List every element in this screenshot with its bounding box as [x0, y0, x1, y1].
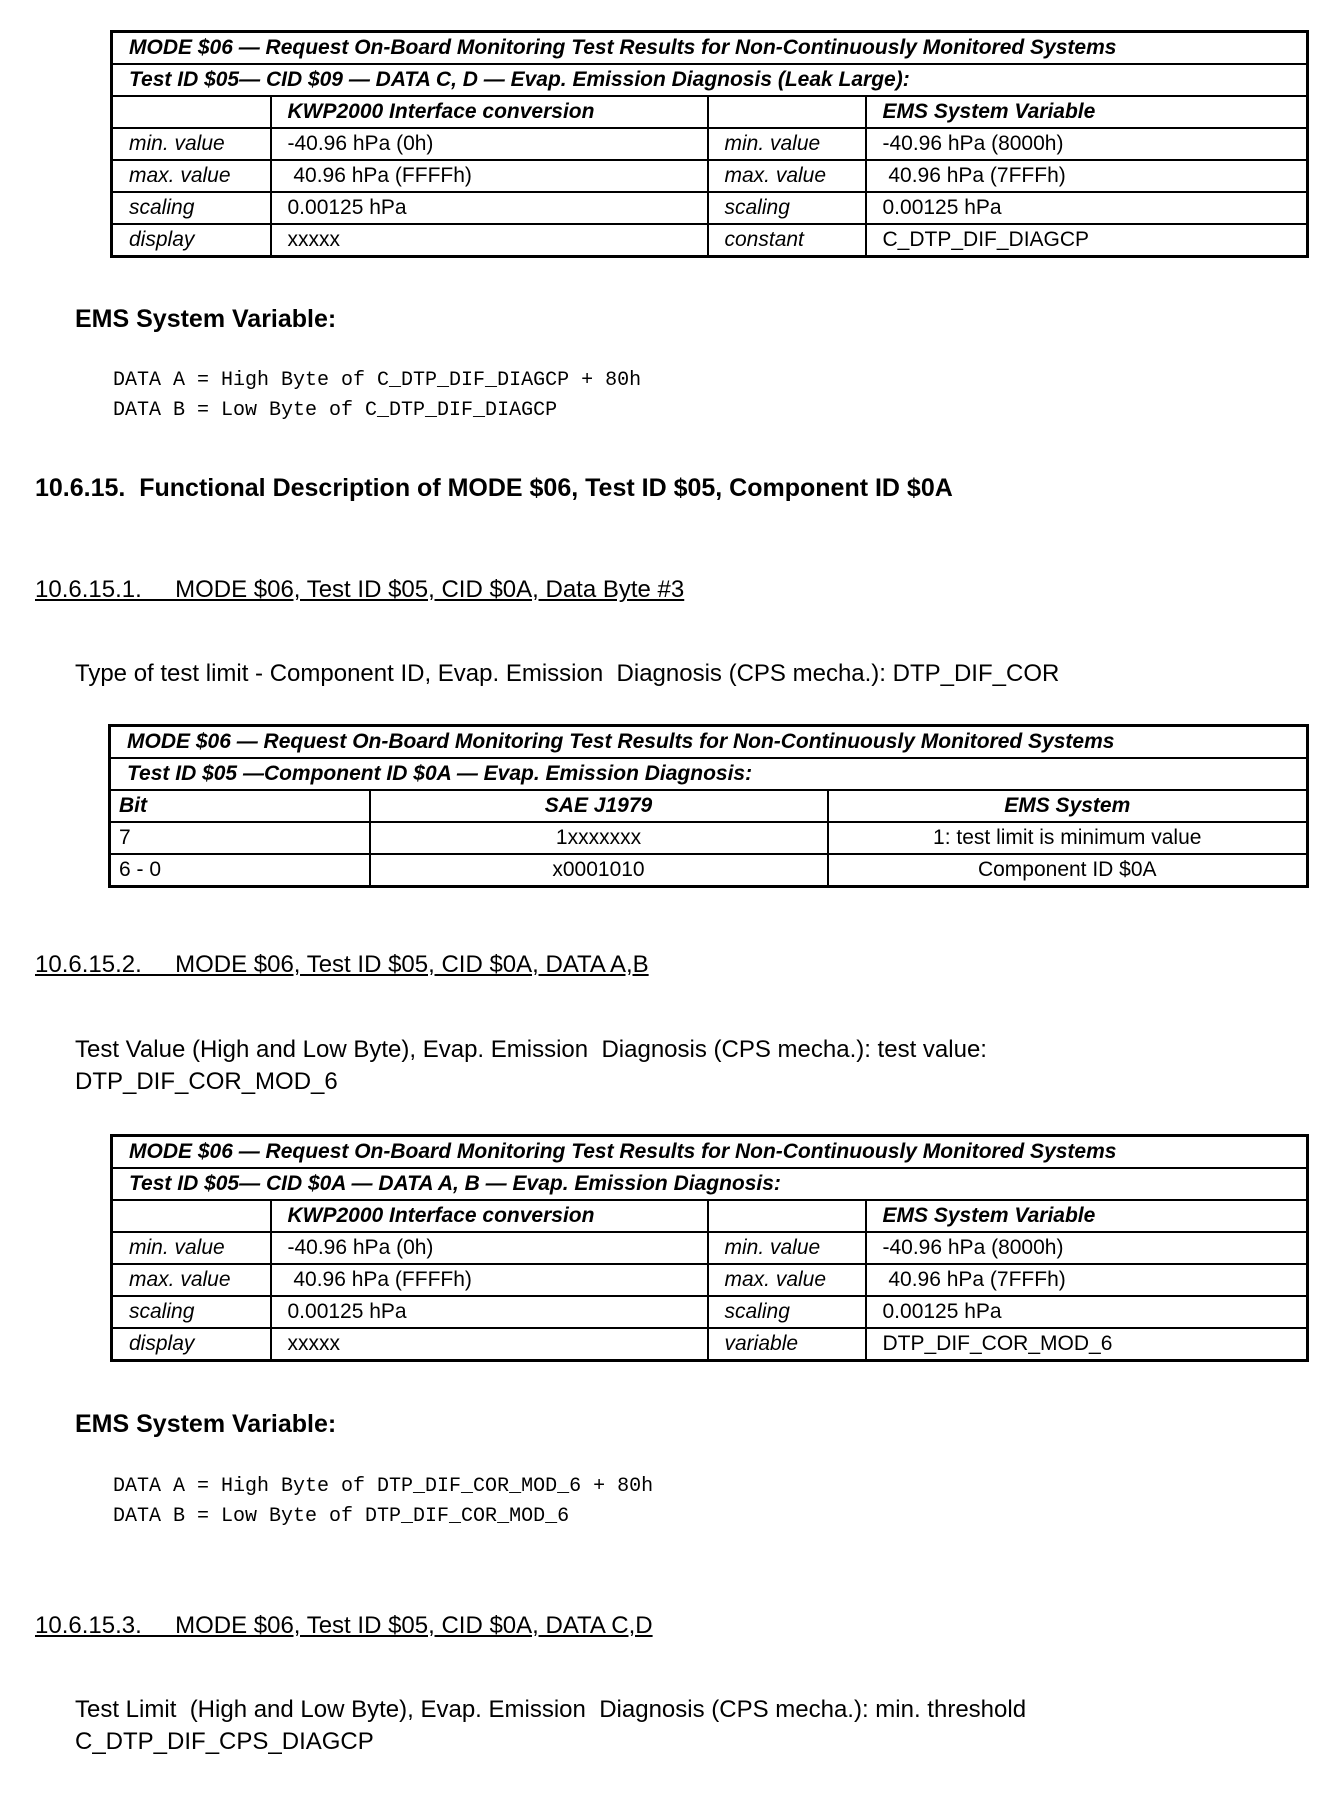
spec-table-cid-0a: [110, 1134, 1309, 1362]
row-value: -40.96 hPa (0h): [271, 1232, 708, 1264]
table-subtitle: Test ID $05— CID $0A — DATA A, B — Evap. Emission Diagnosis:: [112, 1168, 1308, 1200]
row-value: -40.96 hPa (0h): [271, 128, 708, 160]
ems-cell: 1: test limit is minimum value: [828, 822, 1308, 854]
sae-cell: 1xxxxxxx: [370, 822, 828, 854]
row-label: min. value: [112, 128, 271, 160]
row-label: scaling: [708, 192, 866, 224]
row-label: max. value: [708, 1264, 866, 1296]
code-line: DATA B = Low Byte of DTP_DIF_COR_MOD_6: [113, 1505, 570, 1528]
row-value: 40.96 hPa (7FFFh): [866, 160, 1308, 192]
table-cell: [708, 1200, 866, 1232]
table-row: [112, 224, 1308, 257]
column-header: EMS System: [828, 790, 1308, 822]
row-value: C_DTP_DIF_DIAGCP: [866, 224, 1308, 257]
row-label: constant: [708, 224, 866, 257]
row-value: 40.96 hPa (FFFFh): [271, 1264, 708, 1296]
row-value: 40.96 hPa (FFFFh): [271, 160, 708, 192]
column-header: KWP2000 Interface conversion: [271, 1200, 708, 1232]
table-subtitle: Test ID $05 —Component ID $0A — Evap. Emission Diagnosis:: [110, 758, 1308, 790]
row-value: 0.00125 hPa: [866, 192, 1308, 224]
column-header: KWP2000 Interface conversion: [271, 96, 708, 128]
row-label: min. value: [112, 1232, 271, 1264]
column-header: EMS System Variable: [866, 1200, 1308, 1232]
row-value: -40.96 hPa (8000h): [866, 1232, 1308, 1264]
table-title: MODE $06 — Request On-Board Monitoring Test Results for Non-Continuously Monitored Systems: [112, 1136, 1308, 1169]
subsection-heading: 10.6.15.1. MODE $06, Test ID $05, CID $0A, Data Byte #3: [35, 576, 685, 603]
ems-cell: Component ID $0A: [828, 854, 1308, 887]
row-value: 0.00125 hPa: [271, 1296, 708, 1328]
table-title: MODE $06 — Request On-Board Monitoring Test Results for Non-Continuously Monitored Systems: [110, 726, 1308, 759]
table-subtitle: Test ID $05— CID $09 — DATA C, D — Evap. Emission Diagnosis (Leak Large):: [112, 64, 1308, 96]
row-label: max. value: [112, 160, 271, 192]
row-value: -40.96 hPa (8000h): [866, 128, 1308, 160]
code-line: DATA A = High Byte of C_DTP_DIF_DIAGCP + 80h: [113, 369, 642, 392]
row-label: display: [112, 1328, 271, 1361]
paragraph-line: Test Value (High and Low Byte), Evap. Emission Diagnosis (CPS mecha.): test value:: [75, 1036, 987, 1063]
paragraph: Type of test limit - Component ID, Evap. Emission Diagnosis (CPS mecha.): DTP_DIF_COR: [75, 660, 1060, 687]
row-label: max. value: [708, 160, 866, 192]
table-cell: [112, 1200, 271, 1232]
code-line: DATA B = Low Byte of C_DTP_DIF_DIAGCP: [113, 399, 558, 422]
bit-table-cid-0a: [108, 724, 1309, 888]
table-row: [112, 128, 1308, 160]
table-row: [112, 160, 1308, 192]
table-row: [112, 192, 1308, 224]
row-label: min. value: [708, 1232, 866, 1264]
paragraph-line: DTP_DIF_COR_MOD_6: [75, 1068, 338, 1095]
section-heading: 10.6.15. Functional Description of MODE $06, Test ID $05, Component ID $0A: [35, 474, 953, 502]
table-row: [112, 1296, 1308, 1328]
row-label: scaling: [708, 1296, 866, 1328]
table-row: [110, 854, 1308, 887]
table-row: [112, 1232, 1308, 1264]
bit-cell: 6 - 0: [110, 854, 370, 887]
subsection-heading: 10.6.15.2. MODE $06, Test ID $05, CID $0A, DATA A,B: [35, 951, 649, 978]
subsection-heading: 10.6.15.3. MODE $06, Test ID $05, CID $0A, DATA C,D: [35, 1612, 653, 1639]
spec-table-cid-09: [110, 30, 1309, 258]
table-row: [110, 822, 1308, 854]
table-row: [112, 1328, 1308, 1361]
row-value: 40.96 hPa (7FFFh): [866, 1264, 1308, 1296]
column-header: SAE J1979: [370, 790, 828, 822]
column-header: Bit: [110, 790, 370, 822]
paragraph-line: Test Limit (High and Low Byte), Evap. Emission Diagnosis (CPS mecha.): min. threshold: [75, 1696, 1027, 1723]
row-value: xxxxx: [271, 1328, 708, 1361]
row-label: scaling: [112, 192, 271, 224]
table-cell: [708, 96, 866, 128]
row-label: min. value: [708, 128, 866, 160]
row-value: xxxxx: [271, 224, 708, 257]
paragraph-line: C_DTP_DIF_CPS_DIAGCP: [75, 1728, 374, 1755]
sae-cell: x0001010: [370, 854, 828, 887]
row-label: display: [112, 224, 271, 257]
row-value: 0.00125 hPa: [866, 1296, 1308, 1328]
row-label: max. value: [112, 1264, 271, 1296]
row-value: 0.00125 hPa: [271, 192, 708, 224]
table-row: [112, 1264, 1308, 1296]
ems-system-variable-label: EMS System Variable:: [75, 1410, 337, 1438]
code-line: DATA A = High Byte of DTP_DIF_COR_MOD_6 + 80h: [113, 1475, 654, 1498]
row-value: DTP_DIF_COR_MOD_6: [866, 1328, 1308, 1361]
column-header: EMS System Variable: [866, 96, 1308, 128]
row-label: variable: [708, 1328, 866, 1361]
table-title: MODE $06 — Request On-Board Monitoring Test Results for Non-Continuously Monitored Systems: [112, 32, 1308, 65]
row-label: scaling: [112, 1296, 271, 1328]
table-cell: [112, 96, 271, 128]
ems-system-variable-label: EMS System Variable:: [75, 305, 337, 333]
bit-cell: 7: [110, 822, 370, 854]
